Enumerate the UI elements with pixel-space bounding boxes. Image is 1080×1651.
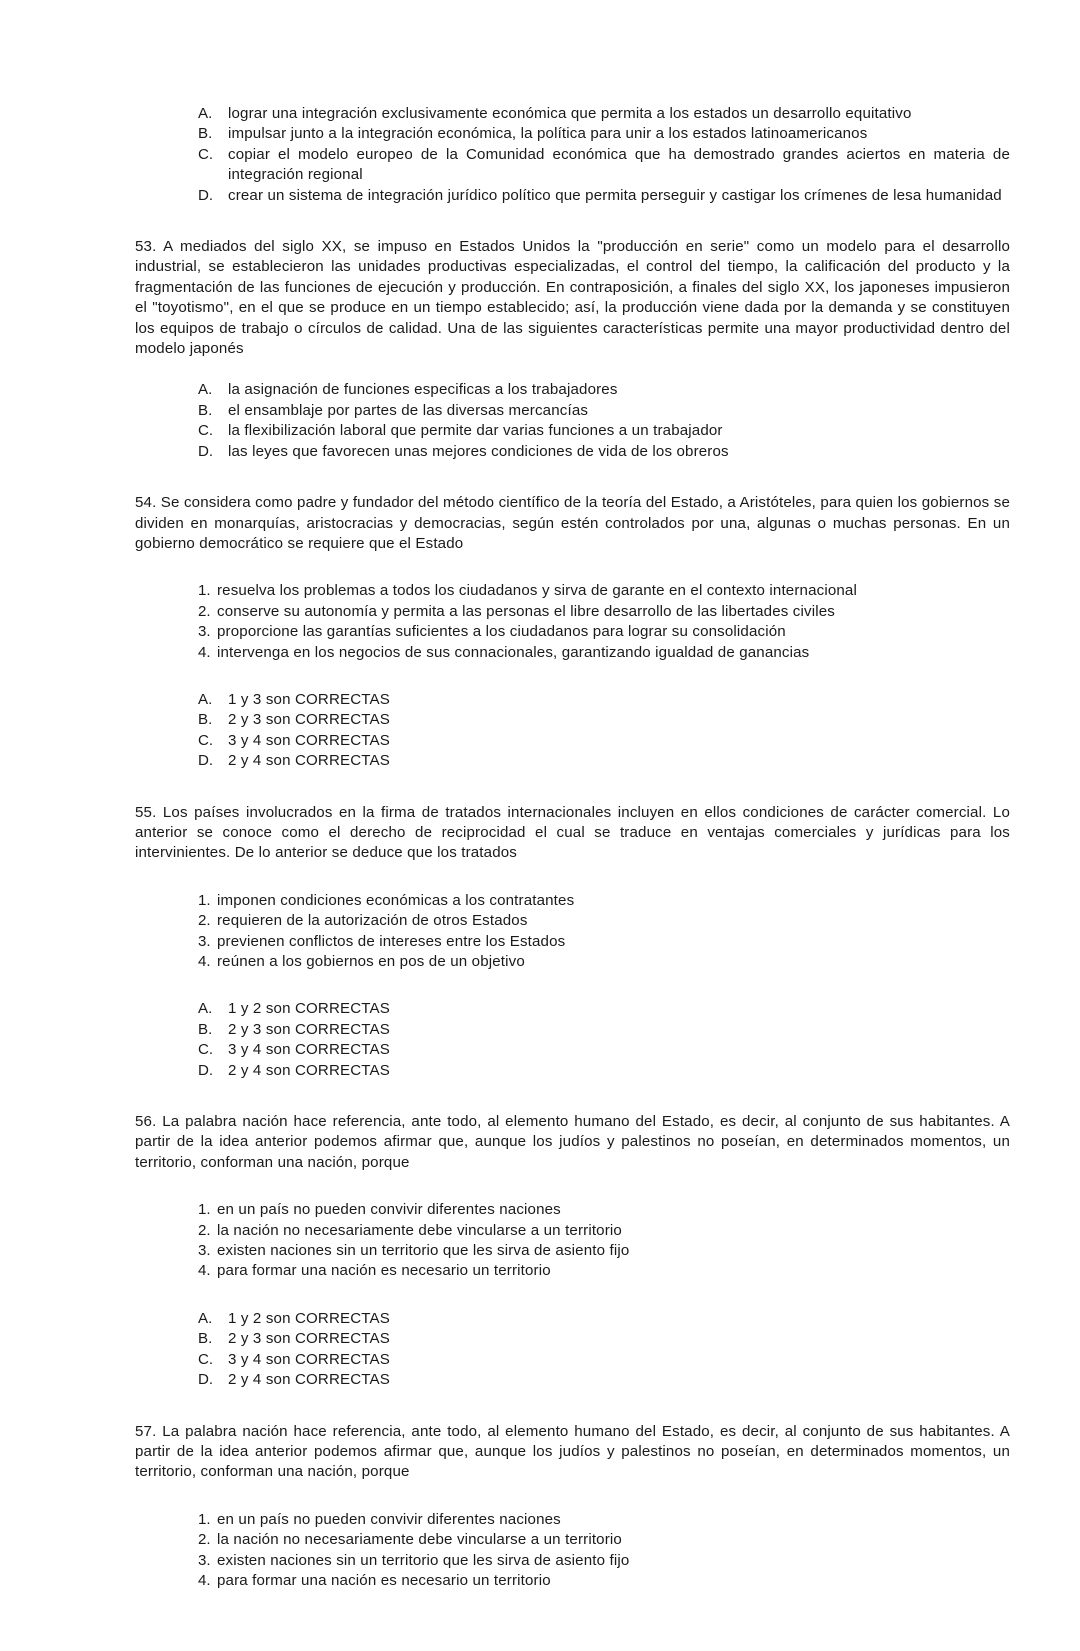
spacer bbox=[135, 554, 1010, 581]
answer-letter: D. bbox=[198, 752, 214, 770]
answer-letter: A. bbox=[198, 690, 213, 708]
question-54-stem: 54. Se considera como padre y fundador del método científico de la teoría del Estado, a Aristóteles, para quien los gobiernos se dividen en monarquías, aristocracias y democracias, según estén controlados por una, algunas o muchas personas. En un gobierno democrático se requiere que el Estado bbox=[135, 494, 1010, 552]
answer-text: 1 y 2 son CORRECTAS bbox=[228, 1309, 390, 1327]
question-56-statements bbox=[135, 1200, 1010, 1282]
statement-number: 2. bbox=[198, 912, 211, 930]
statement-row bbox=[198, 1551, 1010, 1571]
statement-text: previenen conflictos de intereses entre los Estados bbox=[217, 932, 566, 950]
option-letter: C. bbox=[198, 145, 214, 163]
answer-letter: B. bbox=[198, 711, 213, 729]
answer-row[interactable] bbox=[198, 999, 1010, 1019]
answer-row[interactable] bbox=[198, 710, 1010, 730]
statement-text: en un país no pueden convivir diferentes naciones bbox=[217, 1510, 561, 1528]
answer-row[interactable] bbox=[198, 1040, 1010, 1060]
question-56-answers bbox=[135, 1309, 1010, 1391]
answer-letter: D. bbox=[198, 1061, 214, 1079]
spacer bbox=[135, 1282, 1010, 1309]
statement-number: 4. bbox=[198, 1262, 211, 1280]
answer-row[interactable] bbox=[198, 1309, 1010, 1329]
statement-row bbox=[198, 911, 1010, 931]
statement-row bbox=[198, 1510, 1010, 1530]
option-text: la flexibilización laboral que permite dar varias funciones a un trabajador bbox=[228, 422, 723, 440]
statement-text: la nación no necesariamente debe vincularse a un territorio bbox=[217, 1531, 622, 1549]
question-57-statements bbox=[135, 1510, 1010, 1592]
answer-row[interactable] bbox=[198, 1370, 1010, 1390]
statement-text: resuelva los problemas a todos los ciudadanos y sirva de garante en el contexto internacional bbox=[217, 582, 857, 600]
statement-text: en un país no pueden convivir diferentes naciones bbox=[217, 1201, 561, 1219]
statement-row bbox=[198, 932, 1010, 952]
statement-text: existen naciones sin un territorio que les sirva de asiento fijo bbox=[217, 1242, 630, 1260]
answer-text: 2 y 3 son CORRECTAS bbox=[228, 711, 390, 729]
statement-number: 2. bbox=[198, 1531, 211, 1549]
statement-text: proporcione las garantías suficientes a los ciudadanos para lograr su consolidación bbox=[217, 623, 786, 641]
option-row[interactable] bbox=[198, 401, 1010, 421]
answer-letter: C. bbox=[198, 1350, 214, 1368]
statement-number: 1. bbox=[198, 1201, 211, 1219]
answer-letter: B. bbox=[198, 1020, 213, 1038]
spacer bbox=[135, 462, 1010, 493]
statement-number: 3. bbox=[198, 932, 211, 950]
statement-number: 1. bbox=[198, 891, 211, 909]
statement-number: 1. bbox=[198, 582, 211, 600]
option-row[interactable] bbox=[198, 145, 1010, 186]
question-55-stem: 55. Los países involucrados en la firma de tratados internacionales incluyen en ellos condiciones de carácter comercial. Lo anterior se conoce como el derecho de reciprocidad el cual se traduce en ventajas comerciales y jurídicas para los intervinientes. De lo anterior se deduce que los tratados bbox=[135, 803, 1010, 862]
answer-text: 2 y 4 son CORRECTAS bbox=[228, 752, 390, 770]
answer-letter: A. bbox=[198, 1309, 213, 1327]
question-52-options bbox=[135, 104, 1010, 206]
statement-row bbox=[198, 952, 1010, 972]
statement-row bbox=[198, 643, 1010, 663]
option-letter: D. bbox=[198, 442, 214, 460]
statement-text: imponen condiciones económicas a los contratantes bbox=[217, 891, 575, 909]
statement-row bbox=[198, 622, 1010, 642]
statement-text: para formar una nación es necesario un territorio bbox=[217, 1571, 551, 1589]
spacer bbox=[135, 206, 1010, 237]
spacer bbox=[135, 1483, 1010, 1510]
statement-row bbox=[198, 1571, 1010, 1591]
option-letter: B. bbox=[198, 401, 213, 419]
spacer bbox=[135, 772, 1010, 803]
question-53-options bbox=[135, 380, 1010, 462]
answer-text: 2 y 4 son CORRECTAS bbox=[228, 1061, 390, 1079]
spacer bbox=[135, 1173, 1010, 1200]
spacer bbox=[135, 1391, 1010, 1422]
option-letter: A. bbox=[198, 105, 213, 122]
option-letter: A. bbox=[198, 381, 213, 399]
option-row[interactable] bbox=[198, 442, 1010, 462]
question-54-statements bbox=[135, 581, 1010, 663]
statement-row bbox=[198, 602, 1010, 622]
option-text: impulsar junto a la integración económica, la política para unir a los estados latinoamericanos bbox=[228, 125, 868, 143]
statement-row bbox=[198, 1200, 1010, 1220]
statement-number: 1. bbox=[198, 1510, 211, 1528]
answer-row[interactable] bbox=[198, 731, 1010, 751]
answer-row[interactable] bbox=[198, 751, 1010, 771]
option-text: las leyes que favorecen unas mejores condiciones de vida de los obreros bbox=[228, 442, 729, 460]
option-text: copiar el modelo europeo de la Comunidad económica que ha demostrado grandes aciertos en materia de integración regional bbox=[228, 145, 1010, 184]
question-55-answers bbox=[135, 999, 1010, 1081]
statement-row bbox=[198, 1530, 1010, 1550]
statement-text: para formar una nación es necesario un territorio bbox=[217, 1262, 551, 1280]
answer-letter: D. bbox=[198, 1371, 214, 1389]
statement-row bbox=[198, 891, 1010, 911]
answer-letter: C. bbox=[198, 731, 214, 749]
answer-row[interactable] bbox=[198, 1350, 1010, 1370]
option-row[interactable] bbox=[198, 421, 1010, 441]
option-row[interactable] bbox=[198, 380, 1010, 400]
answer-text: 3 y 4 son CORRECTAS bbox=[228, 1041, 390, 1059]
option-letter: B. bbox=[198, 125, 213, 143]
option-letter: D. bbox=[198, 186, 214, 204]
question-56-stem: 56. La palabra nación hace referencia, ante todo, al elemento humano del Estado, es decir, al conjunto de sus habitantes. A partir de la idea anterior podemos afirmar que, aunque los judíos y palestinos no poseían, en determinados momentos, un territorio, conforman una nación, porque bbox=[135, 1113, 1010, 1171]
statement-text: conserve su autonomía y permita a las personas el libre desarrollo de las libertades civiles bbox=[217, 602, 835, 620]
answer-text: 2 y 3 son CORRECTAS bbox=[228, 1330, 390, 1348]
answer-text: 1 y 3 son CORRECTAS bbox=[228, 690, 390, 708]
question-55-statements bbox=[135, 891, 1010, 973]
option-text: la asignación de funciones especificas a los trabajadores bbox=[228, 381, 618, 399]
statement-number: 3. bbox=[198, 623, 211, 641]
statement-text: requieren de la autorización de otros Estados bbox=[217, 912, 528, 930]
question-54-answers bbox=[135, 690, 1010, 772]
answer-row[interactable] bbox=[198, 690, 1010, 710]
option-row[interactable] bbox=[198, 104, 1010, 124]
answer-letter: A. bbox=[198, 1000, 213, 1018]
statement-text: reúnen a los gobiernos en pos de un objetivo bbox=[217, 953, 525, 970]
answer-letter: C. bbox=[198, 1041, 214, 1059]
option-row[interactable] bbox=[198, 124, 1010, 144]
answer-text: 2 y 4 son CORRECTAS bbox=[228, 1371, 390, 1389]
statement-number: 2. bbox=[198, 602, 211, 620]
spacer bbox=[135, 864, 1010, 891]
option-text: crear un sistema de integración jurídico político que permita perseguir y castigar los crímenes de lesa humanidad bbox=[228, 186, 1002, 204]
answer-row[interactable] bbox=[198, 1061, 1010, 1081]
answer-text: 3 y 4 son CORRECTAS bbox=[228, 1350, 390, 1368]
statement-text: intervenga en los negocios de sus connacionales, garantizando igualdad de ganancias bbox=[217, 643, 810, 661]
question-53-stem: 53. A mediados del siglo XX, se impuso en Estados Unidos la "producción en serie" como un modelo para el desarrollo industrial, se establecieron las unidades productivas especializadas, el control del tiempo, la calificación del producto y la fragmentación de las funciones de ejecución y producción. En contraposición, a finales del siglo XX, los japoneses impusieron el "toyotismo", en el que se produce en un tiempo establecido; así, la producción viene dada por la demanda y se constituyen los equipos de trabajo o círculos de calidad. Una de las siguientes características permite una mayor productividad dentro del modelo japonés bbox=[135, 238, 1010, 358]
statement-number: 4. bbox=[198, 953, 211, 970]
answer-text: 1 y 2 son CORRECTAS bbox=[228, 1000, 390, 1018]
option-text: el ensamblaje por partes de las diversas mercancías bbox=[228, 401, 589, 419]
spacer bbox=[135, 663, 1010, 690]
question-57-stem: 57. La palabra nación hace referencia, ante todo, al elemento humano del Estado, es decir, al conjunto de sus habitantes. A partir de la idea anterior podemos afirmar que, aunque los judíos y palestinos no poseían, en determinados momentos, un territorio, conforman una nación, porque bbox=[135, 1422, 1010, 1481]
answer-text: 2 y 3 son CORRECTAS bbox=[228, 1020, 390, 1038]
page-content bbox=[135, 104, 1010, 1591]
spacer bbox=[135, 1081, 1010, 1112]
option-letter: C. bbox=[198, 422, 214, 440]
spacer bbox=[135, 972, 1010, 999]
statement-row bbox=[198, 1261, 1010, 1281]
option-row[interactable] bbox=[198, 186, 1010, 206]
statement-row bbox=[198, 1221, 1010, 1241]
statement-text: la nación no necesariamente debe vincularse a un territorio bbox=[217, 1221, 622, 1239]
answer-letter: B. bbox=[198, 1330, 213, 1348]
statement-number: 3. bbox=[198, 1242, 211, 1260]
statement-number: 4. bbox=[198, 643, 211, 661]
statement-row bbox=[198, 1241, 1010, 1261]
statement-number: 2. bbox=[198, 1221, 211, 1239]
statement-row bbox=[198, 581, 1010, 601]
answer-row[interactable] bbox=[198, 1020, 1010, 1040]
answer-row[interactable] bbox=[198, 1329, 1010, 1349]
statement-text: existen naciones sin un territorio que les sirva de asiento fijo bbox=[217, 1551, 630, 1569]
answer-text: 3 y 4 son CORRECTAS bbox=[228, 731, 390, 749]
option-text: lograr una integración exclusivamente económica que permita a los estados un desarrollo equitativo bbox=[228, 105, 912, 122]
statement-number: 3. bbox=[198, 1551, 211, 1569]
spacer bbox=[135, 359, 1010, 380]
statement-number: 4. bbox=[198, 1571, 211, 1589]
